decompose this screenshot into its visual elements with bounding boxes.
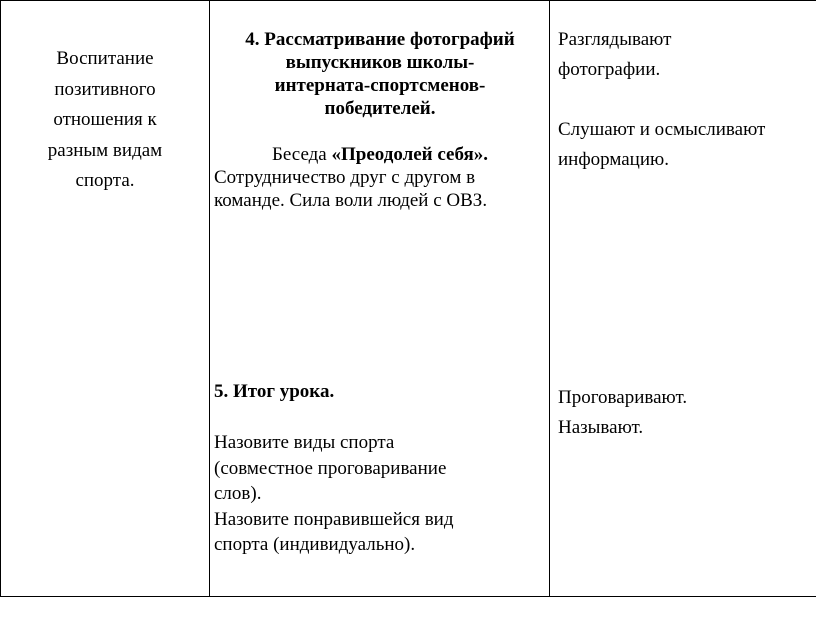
table-top-border — [0, 0, 816, 1]
student-activity-cell — [558, 25, 814, 175]
students5-line: Проговаривают. — [558, 387, 688, 408]
table-bottom-border — [0, 596, 816, 597]
stage4-talk — [214, 143, 546, 166]
stage4-title-line: 4. Рассматривание фотографий — [245, 29, 515, 50]
goal-line: отношения к — [53, 109, 157, 130]
table-left-border — [0, 0, 1, 597]
stage5-text-line: спорта (индивидуально). — [214, 534, 416, 555]
goal-line: Воспитание — [56, 48, 154, 69]
talk-title: «Преодолей себя». — [331, 144, 489, 165]
stage5-text-line: (совместное проговаривание — [214, 457, 447, 479]
stage5-text-line: Назовите понравившейся вид — [214, 508, 454, 530]
students4-line: фотографии. — [558, 59, 661, 80]
stage5-title: 5. Итог урока. — [214, 381, 335, 402]
stage4-title-line: интерната-спортсменов- — [274, 75, 486, 96]
goal-line: разным видам — [47, 139, 163, 161]
column-divider-1 — [209, 0, 210, 597]
goal-line: позитивного — [54, 78, 156, 100]
students4-line: информацию. — [558, 149, 669, 170]
stage4-text-line: Сотрудничество друг с другом в — [214, 167, 476, 188]
stage4-title — [214, 28, 546, 120]
stage5-text-line: слов). — [214, 483, 262, 504]
students5-block — [558, 383, 814, 443]
students4-line: Слушают и осмысливают — [558, 119, 766, 140]
stage4-title-line: победителей. — [324, 98, 436, 119]
column-divider-2 — [549, 0, 550, 597]
teacher-activity-cell — [214, 28, 546, 212]
goal-line: спорта. — [75, 170, 135, 191]
goal-cell — [4, 44, 206, 197]
stage4-title-line: выпускников школы- — [285, 52, 475, 73]
students5-line: Называют. — [558, 417, 644, 438]
stage4-text-line: команде. Сила воли людей с ОВЗ. — [214, 190, 488, 211]
students4-line: Разглядывают — [558, 29, 672, 50]
talk-prefix: Беседа — [271, 144, 332, 165]
stage5-block — [214, 380, 546, 558]
stage5-text-line: Назовите виды спорта — [214, 432, 395, 453]
